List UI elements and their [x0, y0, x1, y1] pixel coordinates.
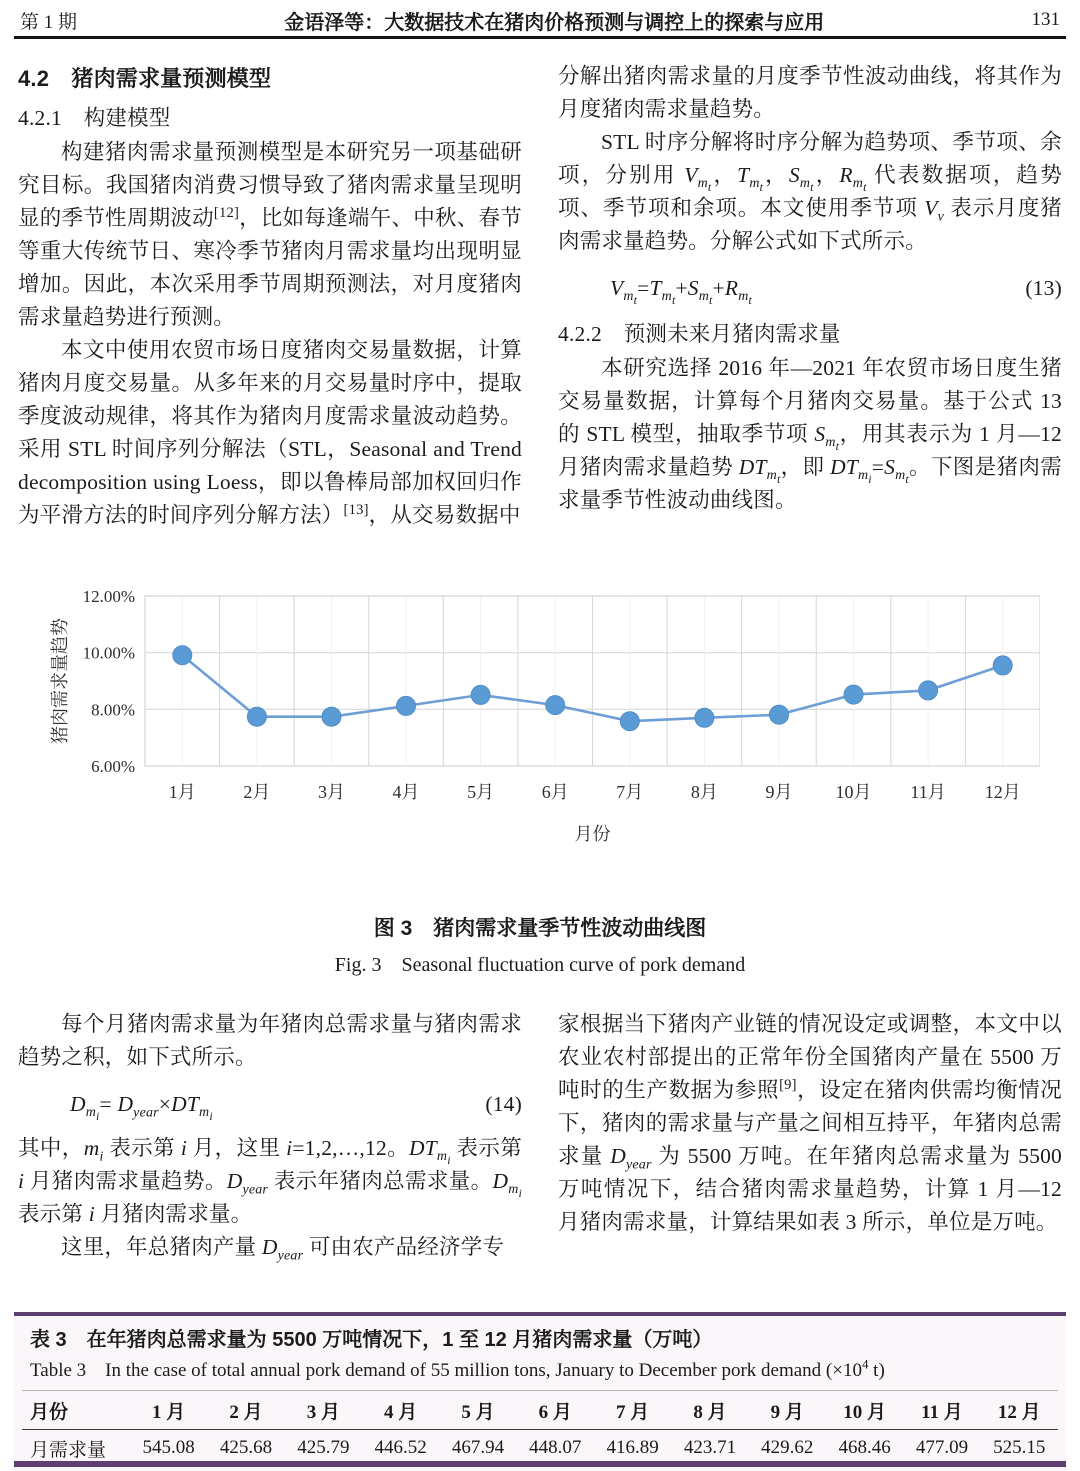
y-axis-tick-label: 12.00%: [82, 587, 135, 606]
figure-3-chart: [40, 578, 1040, 878]
x-axis-tick-label: 3月: [318, 782, 345, 802]
table-header-month: 1 月: [130, 1391, 207, 1430]
column-left-bottom: [18, 1008, 522, 1264]
x-axis-tick-label: 1月: [168, 782, 196, 802]
table-cell-value: 446.52: [374, 1437, 427, 1458]
table-row-label: 月需求量: [30, 1439, 107, 1461]
demand-table: [22, 1390, 1058, 1466]
paragraph: 构建猪肉需求量预测模型是本研究另一项基础研究目标。我国猪肉消费习惯导致了猪肉需求量呈现明显的季节性周期波动[12]，比如每逢端午、中秋、春节等重大传统节日、寒冷季节猪肉月需求量均出现明显增加。因此，本次采用季节周期预测法，对月度猪肉需求量趋势进行预测。: [18, 140, 522, 329]
data-point-marker: [247, 707, 266, 726]
table-cell-value: 425.79: [297, 1437, 350, 1458]
paragraph: STL 时序分解将时序分解为趋势项、季节项、余项，分别用 $V_{m_t}$，$T_{m_t}$，$S_{m_t}$，$R_{m_t}$ 代表数据项，趋势项、季节项和余项。本文使用季节项 $V_v$ 表示月度猪肉需求量趋势。分解公式如下式所示。: [558, 130, 1062, 253]
x-axis-tick-label: 9月: [765, 782, 793, 802]
data-point-marker: [844, 685, 863, 704]
y-axis-tick-label: 8.00%: [91, 700, 135, 720]
paragraph: 分解出猪肉需求量的月度季节性波动曲线，将其作为月度猪肉需求量趋势。: [558, 64, 1062, 121]
subsection-heading-4-2-2: 4.2.2 预测未来月猪肉需求量: [558, 322, 841, 346]
data-point-marker: [993, 656, 1012, 675]
table-header-month: 4 月: [362, 1391, 439, 1430]
data-point-marker: [620, 712, 639, 731]
y-axis-title: 猪肉需求量趋势: [50, 618, 70, 744]
page-number: 131: [1031, 9, 1060, 30]
table-header-month: 2 月: [207, 1391, 284, 1430]
paragraph: 本文中使用农贸市场日度猪肉交易量数据，计算猪肉月度交易量。从多年来的月交易量时序中，提取季度波动规律，将其作为猪肉月度需求量波动趋势。采用 STL 时间序列分解法（STL，Seasonal and Trend decomposition using Loess，即以鲁棒局部加权回归作为平滑方法的时间序列分解方法）[13]，从交易数据中: [18, 338, 522, 527]
table-header-month: 7 月: [594, 1391, 671, 1430]
y-axis-tick-label: 6.00%: [91, 757, 135, 776]
table-cell-value: 423.71: [683, 1437, 737, 1458]
column-right-bottom: [558, 1008, 1062, 1239]
x-axis-tick-label: 11月: [910, 782, 946, 802]
equation-body: $D_{m_i}= D_{year}\times DT_{m_i}$: [70, 1092, 213, 1124]
running-header: [20, 6, 1060, 34]
column-right-top: [558, 60, 1062, 517]
table-header-month: 5 月: [439, 1391, 516, 1430]
issue-number: 第 1 期: [20, 11, 78, 33]
table-cell-value: 545.08: [142, 1437, 195, 1458]
table-cell-value: 525.15: [993, 1437, 1046, 1458]
table-caption-en: Table 3 In the case of total annual pork demand of 55 million tons, January to December pork demand ($\times 10^4$ t): [30, 1356, 885, 1381]
equation-body: $V_{m_t}=T_{m_t}+S_{m_t}+R_{m_t}$: [610, 276, 752, 308]
x-axis-tick-label: 7月: [616, 782, 644, 802]
table-caption-zh: 表 3 在年猪肉总需求量为 5500 万吨情况下，1 至 12 月猪肉需求量（万吨）: [30, 1329, 713, 1351]
x-axis-tick-label: 5月: [467, 782, 495, 802]
table-bottom-rule: [14, 1461, 1066, 1467]
x-axis-tick-label: 6月: [541, 782, 569, 802]
data-point-marker: [770, 705, 789, 724]
paragraph: 其中，$m_i$ 表示第 i 月，这里 i=1,2,…,12。$DT_{m_i}$ 表示第 i 月猪肉需求量趋势。$D_{year}$ 表示年猪肉总需求量。$D_{m_i}$ 表示第 i 月猪肉需求量。: [18, 1136, 522, 1226]
table-header-month: 6 月: [517, 1391, 594, 1430]
x-axis-title: 月份: [574, 824, 611, 844]
table-header-label: 月份: [22, 1391, 130, 1430]
x-axis-tick-label: 4月: [392, 782, 420, 802]
equation-14: [18, 1089, 522, 1124]
column-left-top: [18, 60, 522, 532]
data-point-marker: [471, 685, 490, 704]
table-cell-value: 468.46: [838, 1437, 891, 1458]
table-cell-value: 416.89: [606, 1437, 659, 1458]
equation-13: [558, 273, 1062, 308]
table-header-month: 9 月: [749, 1391, 826, 1430]
x-axis-tick-label: 8月: [690, 782, 718, 802]
data-point-marker: [546, 696, 565, 715]
table-header-month: 10 月: [826, 1391, 903, 1430]
paragraph: 家根据当下猪肉产业链的情况设定或调整，本文中以农业农村部提出的正常年份全国猪肉产量在 5500 万吨时的生产数据为参照[9]，设定在猪肉供需均衡情况下，猪肉的需求量与产量之间相互持平，年猪肉总需求量 $D_{year}$ 为 5500 万吨。在年猪肉总需求量为 5500 万吨情况下，结合猪肉需求量趋势，计算 1 月—12 月猪肉需求量，计算结果如表 3 所示，单位是万吨。: [558, 1012, 1062, 1234]
table-header-month: 3 月: [285, 1391, 362, 1430]
table-header-month: 8 月: [671, 1391, 748, 1430]
table-cell-value: 425.68: [219, 1437, 273, 1458]
table-cell-value: 448.07: [529, 1437, 582, 1458]
data-point-marker: [397, 696, 416, 715]
figure-caption-zh: 图 3 猪肉需求量季节性波动曲线图: [373, 917, 707, 940]
y-axis-tick-label: 10.00%: [82, 643, 135, 663]
running-title: 金语泽等：大数据技术在猪肉价格预测与调控上的探索与应用: [284, 11, 825, 34]
header-rule: [14, 36, 1066, 39]
paragraph: 每个月猪肉需求量为年猪肉总需求量与猪肉需求趋势之积，如下式所示。: [18, 1012, 522, 1069]
equation-number: (13): [1025, 276, 1062, 300]
subsection-heading-4-2-1: 4.2.1 构建模型: [18, 106, 171, 130]
table-cell-value: 477.09: [915, 1437, 969, 1458]
paragraph: 本研究选择 2016 年—2021 年农贸市场日度生猪交易量数据，计算每个月猪肉交易量。基于公式 13 的 STL 模型，抽取季节项 $S_{m_t}$，用其表示为 1 月—12 月猪肉需求量趋势 $DT_{m_t}$，即 $DT_{m_i}=S_{m_t}$。下图是猪肉需求量季节性波动曲线图。: [558, 356, 1062, 512]
data-point-marker: [173, 646, 192, 665]
seasonal-fluctuation-chart: [40, 578, 1040, 878]
x-axis-tick-label: 10月: [835, 782, 872, 802]
table-cell-value: 467.94: [451, 1437, 505, 1458]
table-cell-value: 429.62: [761, 1437, 814, 1458]
x-axis-tick-label: 2月: [243, 782, 271, 802]
table-header-row: [22, 1391, 1058, 1430]
figure-caption-en: Fig. 3 Seasonal fluctuation curve of pork demand: [334, 954, 746, 976]
paragraph: 这里，年总猪肉产量 $D_{year}$ 可由农产品经济学专: [61, 1235, 505, 1264]
section-heading-4-2: 4.2 猪肉需求量预测模型: [18, 66, 272, 91]
x-axis-tick-label: 12月: [984, 782, 1021, 802]
equation-number: (14): [485, 1092, 522, 1116]
data-point-marker: [919, 681, 938, 700]
table-header-month: 12 月: [981, 1391, 1058, 1430]
table-header-month: 11 月: [903, 1391, 980, 1430]
data-point-marker: [322, 707, 341, 726]
data-point-marker: [695, 708, 714, 727]
